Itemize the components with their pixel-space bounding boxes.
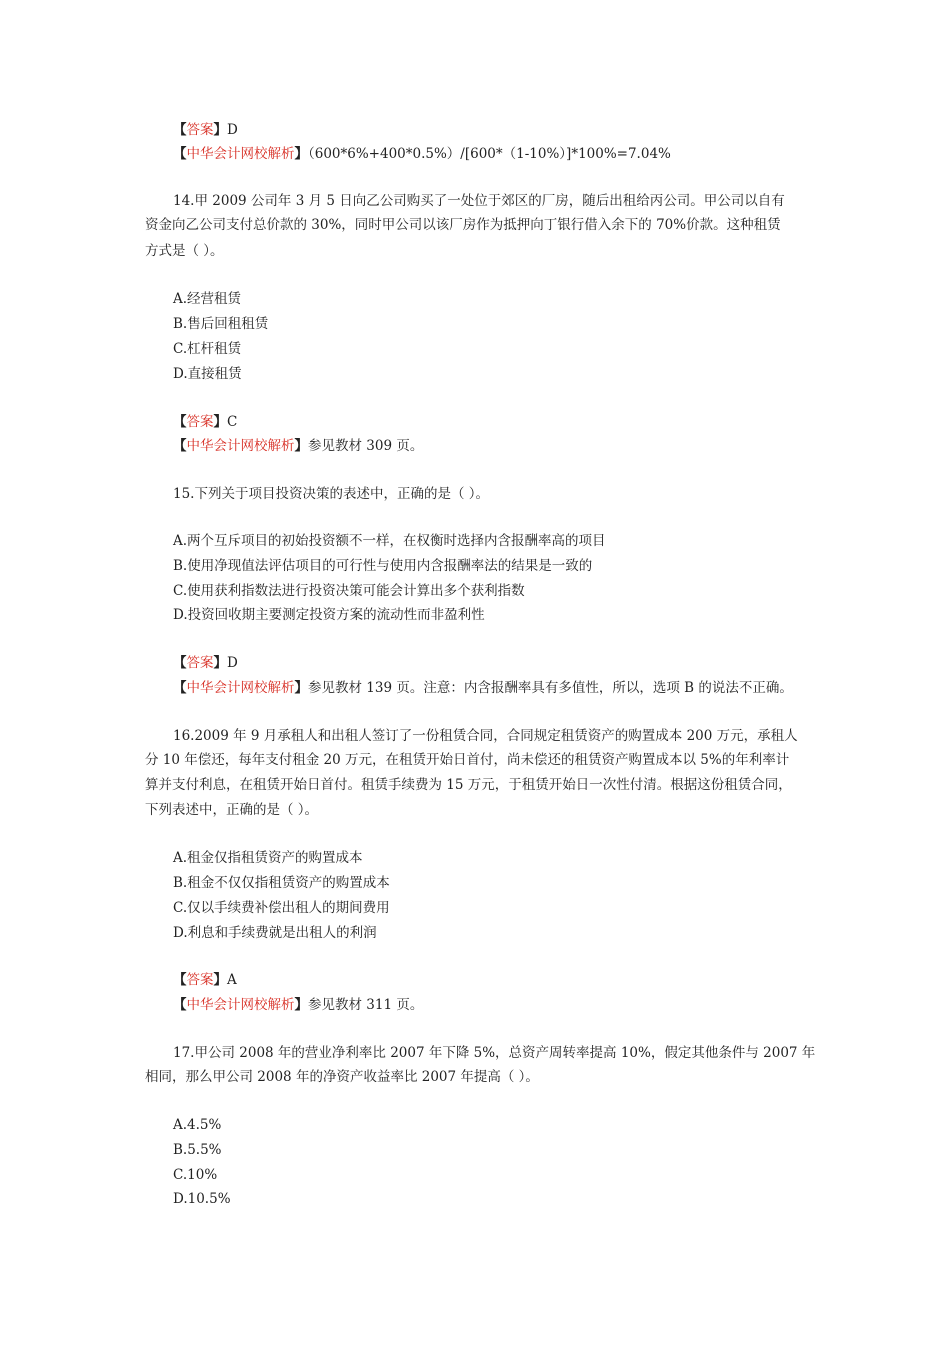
analysis-line	[173, 437, 423, 455]
option-item: A.租金仅指租赁资产的购置成本	[173, 850, 363, 866]
option-item: A.两个互斥项目的初始投资额不一样，在权衡时选择内含报酬率高的项目	[173, 533, 606, 549]
bracket-open: 【	[173, 997, 187, 1013]
answer-label: 答案	[186, 655, 214, 671]
option-item: D.利息和手续费就是出租人的利润	[173, 925, 377, 941]
option-item: B.5.5%	[173, 1142, 222, 1158]
bracket-close: 】	[213, 122, 227, 138]
answer-label: 答案	[186, 122, 214, 138]
question-text-line: 方式是（ ）。	[145, 243, 224, 259]
answer-value: D	[227, 655, 238, 671]
bracket-open: 【	[173, 122, 187, 138]
answer-line	[173, 654, 238, 672]
analysis-line	[173, 679, 793, 697]
analysis-text: 参见教材 311 页。	[308, 997, 424, 1013]
option-item: C.10%	[173, 1167, 218, 1183]
bracket-close: 】	[294, 997, 308, 1013]
question-text-line: 15.下列关于项目投资决策的表述中，正确的是（ ）。	[173, 486, 490, 502]
analysis-label: 中华会计网校解析	[186, 680, 295, 696]
analysis-label: 中华会计网校解析	[186, 146, 295, 162]
bracket-close: 】	[294, 438, 308, 454]
option-item: C.使用获利指数法进行投资决策可能会计算出多个获利指数	[173, 583, 525, 599]
answer-line	[173, 121, 238, 139]
answer-value: D	[227, 122, 238, 138]
option-item: B.使用净现值法评估项目的可行性与使用内含报酬率法的结果是一致的	[173, 558, 593, 574]
analysis-label: 中华会计网校解析	[186, 997, 295, 1013]
analysis-line	[173, 996, 423, 1014]
question-text-line: 16.2009 年 9 月承租人和出租人签订了一份租赁合同，合同规定租赁资产的购置成本 200 万元，承租人	[173, 728, 798, 744]
bracket-open: 【	[173, 146, 187, 162]
answer-line	[173, 413, 237, 431]
bracket-close: 】	[213, 414, 227, 430]
answer-value: A	[227, 972, 237, 988]
option-item: B.售后回租租赁	[173, 316, 269, 332]
option-item: D.10.5%	[173, 1191, 231, 1207]
bracket-open: 【	[173, 680, 187, 696]
option-item: B.租金不仅仅指租赁资产的购置成本	[173, 875, 390, 891]
bracket-close: 】	[213, 972, 227, 988]
bracket-close: 】	[294, 680, 308, 696]
option-item: A.经营租赁	[173, 291, 242, 307]
analysis-text: （600*6%+400*0.5%）/[600*（1-10%）]*100%=7.04%	[308, 146, 671, 162]
question-text-line: 下列表述中，正确的是（ ）。	[145, 802, 319, 818]
option-item: A.4.5%	[173, 1117, 222, 1133]
analysis-text: 参见教材 139 页。注意：内含报酬率具有多值性，所以，选项 B 的说法不正确。	[308, 680, 793, 696]
answer-line	[173, 971, 237, 989]
bracket-close: 】	[294, 146, 308, 162]
question-text-line: 17.甲公司 2008 年的营业净利率比 2007 年下降 5%，总资产周转率提高 10%，假定其他条件与 2007 年	[173, 1045, 816, 1061]
question-text-line: 分 10 年偿还，每年支付租金 20 万元，在租赁开始日首付，尚未偿还的租赁资产购置成本以 5%的年利率计	[145, 752, 790, 768]
bracket-open: 【	[173, 414, 187, 430]
bracket-close: 】	[213, 655, 227, 671]
answer-label: 答案	[186, 414, 214, 430]
bracket-open: 【	[173, 438, 187, 454]
bracket-open: 【	[173, 655, 187, 671]
analysis-line	[173, 145, 671, 163]
question-text-line: 相同，那么甲公司 2008 年的净资产收益率比 2007 年提高（ ）。	[145, 1069, 539, 1085]
option-item: D.直接租赁	[173, 366, 242, 382]
option-item: C.仅以手续费补偿出租人的期间费用	[173, 900, 390, 916]
bracket-open: 【	[173, 972, 187, 988]
option-item: C.杠杆租赁	[173, 341, 242, 357]
question-text-line: 资金向乙公司支付总价款的 30%，同时甲公司以该厂房作为抵押向丁银行借入余下的 70%价款。这种租赁	[145, 217, 781, 233]
analysis-text: 参见教材 309 页。	[308, 438, 424, 454]
answer-value: C	[227, 414, 238, 430]
analysis-label: 中华会计网校解析	[186, 438, 295, 454]
option-item: D.投资回收期主要测定投资方案的流动性而非盈利性	[173, 607, 485, 623]
answer-label: 答案	[186, 972, 214, 988]
question-text-line: 算并支付利息，在租赁开始日首付。租赁手续费为 15 万元，于租赁开始日一次性付清。根据这份租赁合同，	[145, 777, 792, 793]
question-text-line: 14.甲 2009 公司年 3 月 5 日向乙公司购买了一处位于郊区的厂房，随后出租给丙公司。甲公司以自有	[173, 193, 785, 209]
